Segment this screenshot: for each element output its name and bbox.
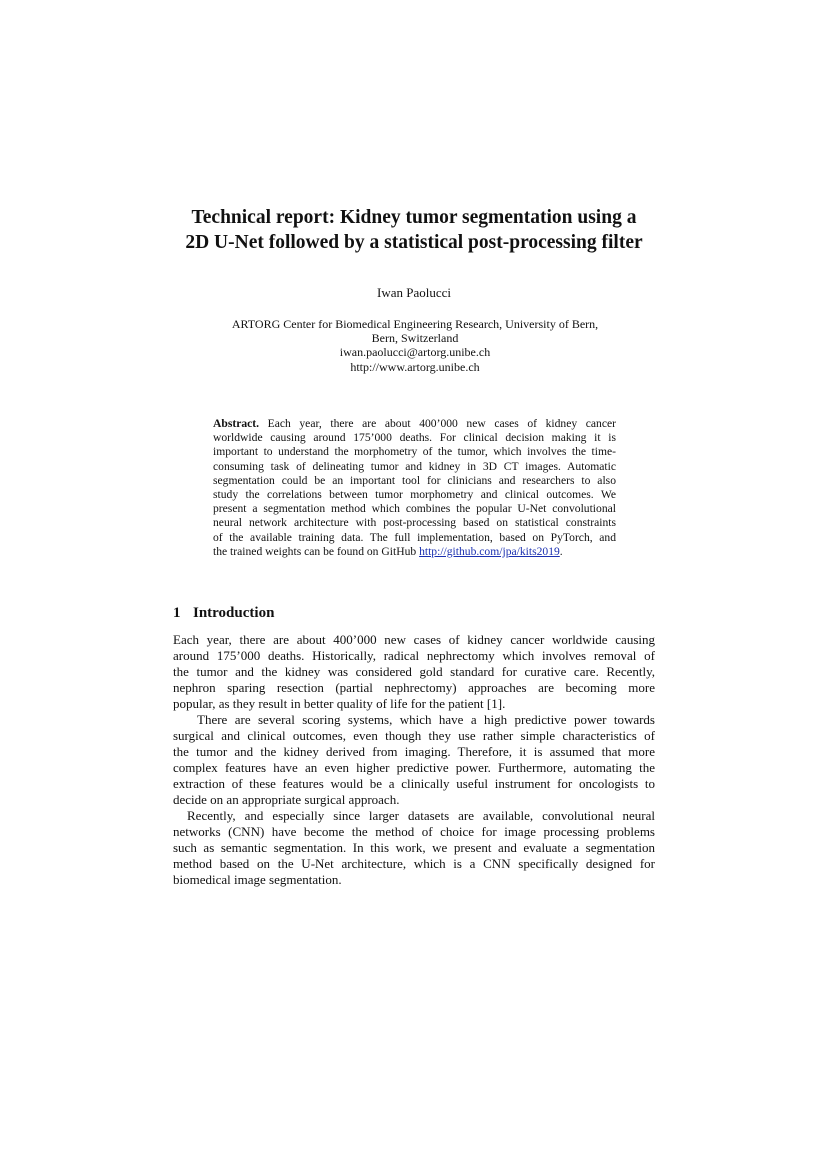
paper-title: [150, 205, 678, 255]
abstract-line: of the available training data. The full implementation, based on PyTorch, and: [213, 530, 616, 544]
affiliation-line: ARTORG Center for Biomedical Engineering Research, University of Bern,: [231, 317, 599, 331]
paragraph-line: the tumor and the kidney was considered gold standard for curative care. Recently,: [173, 664, 655, 679]
abstract-line: segmentation could be an important tool for clinicians and researchers to also: [213, 473, 616, 487]
abstract-line: worldwide causing around 175’000 deaths. For clinical decision making it is: [213, 431, 616, 445]
paragraph-line: Recently, and especially since larger datasets are available, convolutional neural: [187, 808, 655, 823]
paragraph-line: surgical and clinical outcomes, even though they use rather simple characteristics of: [173, 728, 655, 743]
paragraph-line: decide on an appropriate surgical approach.: [173, 792, 400, 807]
paragraph-line: complex features have an even higher predictive power. Furthermore, automating the: [173, 760, 655, 775]
abstract-text: .: [559, 544, 563, 558]
abstract-text: Each year, there are about 400’000 new cases of kidney cancer: [259, 417, 616, 430]
paragraph-line: around 175’000 deaths. Historically, radical nephrectomy which involves removal of: [173, 648, 655, 663]
affiliation-block: [215, 317, 615, 374]
abstract-text: the trained weights can be found on GitHub: [213, 544, 420, 558]
paragraph-line: nephron sparing resection (partial nephrectomy) approaches are becoming more: [173, 680, 655, 695]
intro-paragraph: [173, 712, 655, 808]
paragraph-line: the tumor and the kidney derived from imaging. Therefore, it is assumed that more: [173, 744, 655, 759]
paragraph-line: such as semantic segmentation. In this work, we present and evaluate a segmentation: [173, 840, 655, 855]
intro-paragraph: [173, 632, 655, 712]
paragraph-line: method based on the U-Net architecture, which is a CNN specifically designed for: [173, 856, 655, 871]
abstract-line: neural network architecture with post-processing based on statistical constraints: [213, 516, 616, 530]
abstract-label: Abstract.: [213, 417, 260, 430]
abstract-line: consuming task of delineating tumor and kidney in 3D CT images. Automatic: [213, 459, 616, 473]
abstract-line: important to understand the morphometry of the tumor, which involves the time-: [213, 445, 616, 459]
abstract-line: [213, 417, 616, 431]
title-line: 2D U-Net followed by a statistical post-processing filter: [185, 232, 643, 253]
affiliation-line: Bern, Switzerland: [371, 331, 459, 346]
paragraph-line: popular, as they result in better quality of life for the patient [1].: [173, 696, 506, 711]
paragraph-line: networks (CNN) have become the method of choice for image processing problems: [173, 824, 655, 839]
github-link[interactable]: http://github.com/jpa/kits2019: [419, 544, 560, 558]
institution-url: http://www.artorg.unibe.ch: [350, 359, 480, 374]
title-line: Technical report: Kidney tumor segmentation using a: [191, 207, 637, 228]
section-heading-introduction: [173, 604, 274, 622]
abstract-line: present a segmentation method which combines the popular U-Net convolutional: [213, 502, 616, 516]
section-number: 1: [173, 605, 181, 621]
abstract: [213, 417, 616, 559]
section-title: Introduction: [193, 605, 275, 621]
author-name: Iwan Paolucci: [376, 285, 451, 300]
intro-paragraph: [173, 808, 655, 888]
author-email: iwan.paolucci@artorg.unibe.ch: [339, 345, 491, 360]
paragraph-line: There are several scoring systems, which have a high predictive power towards: [197, 712, 655, 727]
abstract-line: [213, 545, 616, 559]
paragraph-line: extraction of these features would be a clinically useful instrument for oncologists to: [173, 776, 655, 791]
paragraph-line: Each year, there are about 400’000 new cases of kidney cancer worldwide causing: [173, 632, 655, 647]
paragraph-line: biomedical image segmentation.: [173, 872, 342, 887]
abstract-line: study the correlations between tumor morphometry and clinical outcomes. We: [213, 488, 616, 502]
